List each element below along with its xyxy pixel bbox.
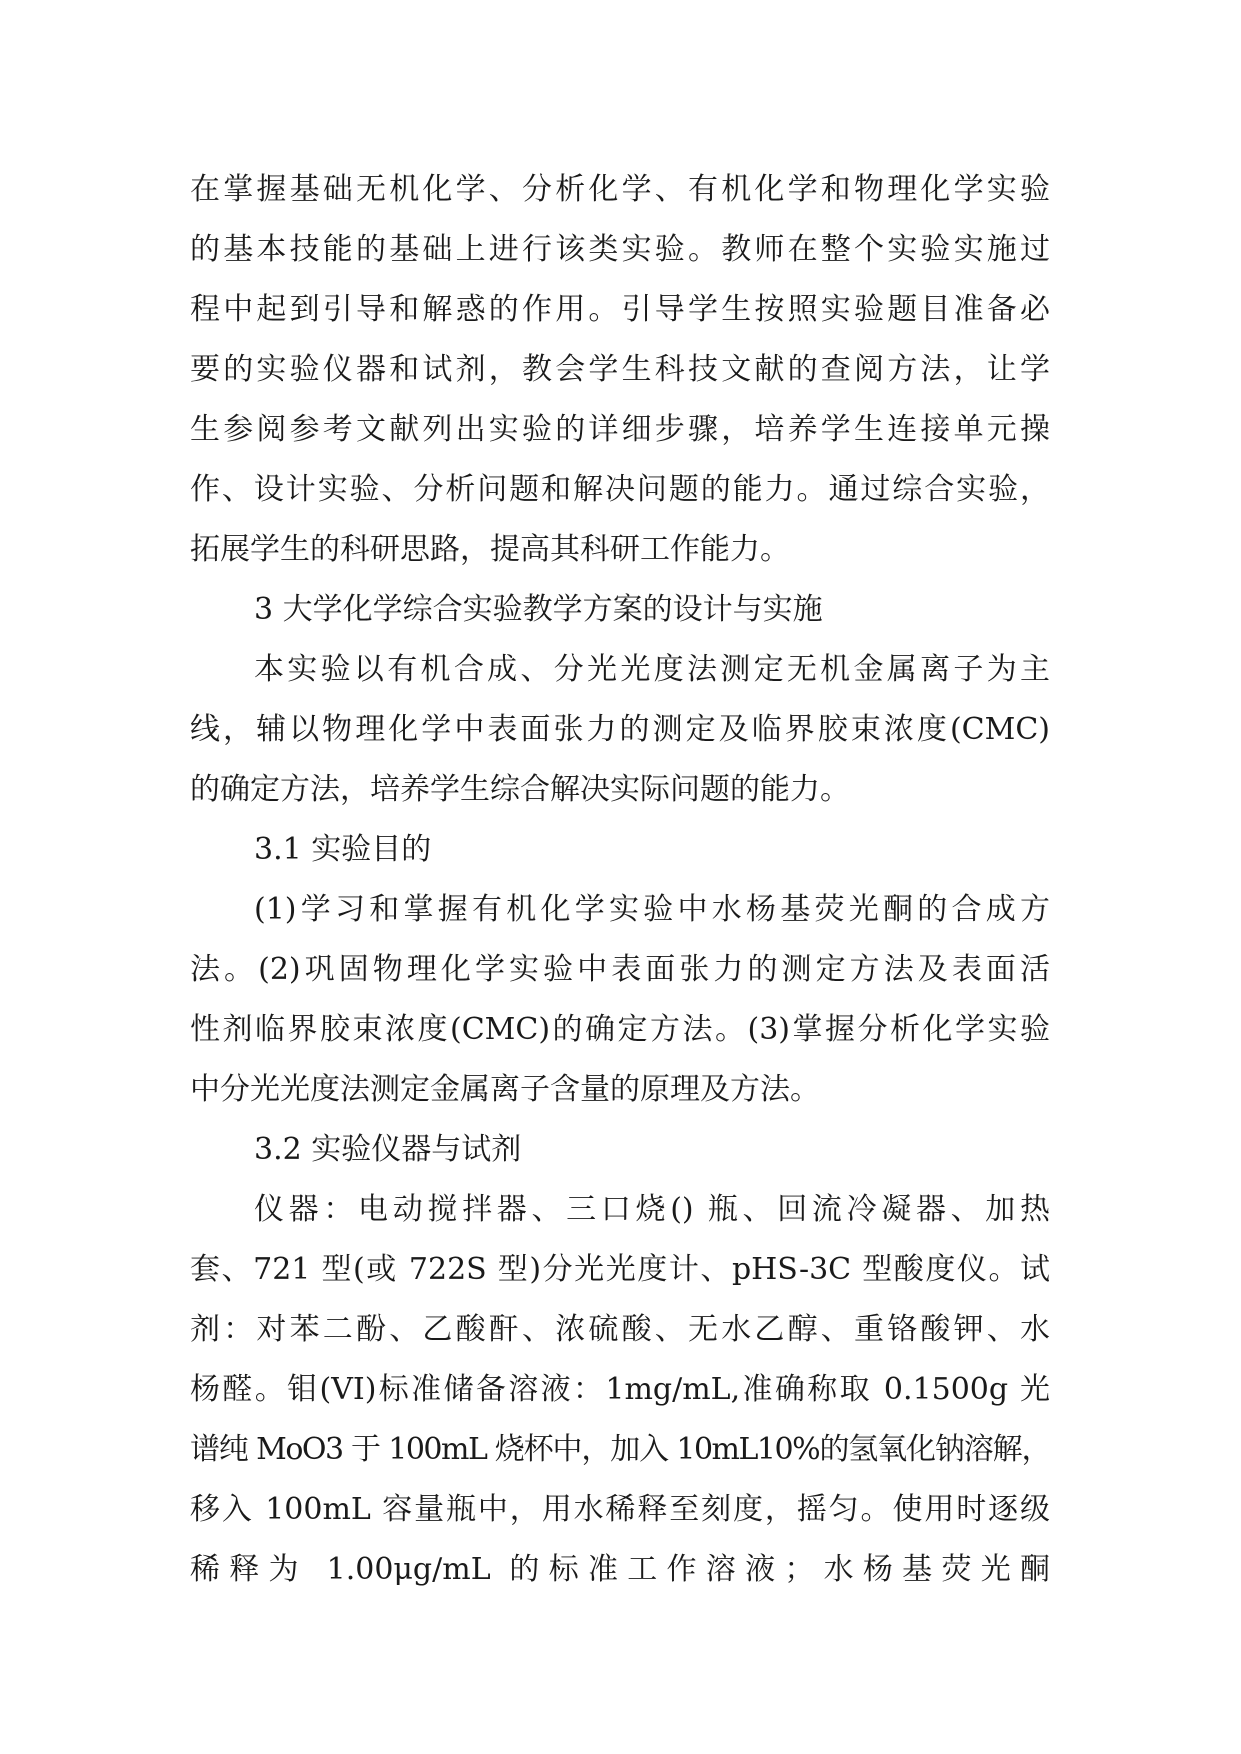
text-line: 的基本技能的基础上进行该类实验。教师在整个实验实施过: [190, 232, 1050, 267]
text-line: (1)学习和掌握有机化学实验中水杨基荧光酮的合成方: [254, 892, 1050, 927]
text-line: 法。(2)巩固物理化学实验中表面张力的测定方法及表面活: [190, 952, 1050, 987]
text-line: 3 大学化学综合实验教学方案的设计与实施: [254, 592, 823, 627]
text-line: 移入 100mL 容量瓶中，用水稀释至刻度，摇匀。使用时逐级: [190, 1492, 1050, 1527]
text-line: 仪器：电动搅拌器、三口烧() 瓶、回流冷凝器、加热: [254, 1192, 1050, 1227]
text-line: 的确定方法，培养学生综合解决实际问题的能力。: [190, 772, 850, 807]
text-line: 杨醛。钼(VI)标准储备溶液：1mg/mL,准确称取 0.1500g 光: [190, 1372, 1050, 1407]
text-line: 中分光光度法测定金属离子含量的原理及方法。: [190, 1072, 820, 1107]
text-line: 程中起到引导和解惑的作用。引导学生按照实验题目准备必: [190, 292, 1050, 327]
text-line: 谱纯 MoO3 于 100mL 烧杯中，加入 10mL10%的氢氧化钠溶解，: [190, 1432, 1050, 1467]
text-line: 作、设计实验、分析问题和解决问题的能力。通过综合实验，: [190, 472, 1050, 507]
text-line: 拓展学生的科研思路，提高其科研工作能力。: [190, 532, 790, 567]
text-line: 稀释为 1.00μg/mL 的标准工作溶液；水杨基荧光酮: [190, 1552, 1050, 1587]
text-line: 套、721 型(或 722S 型)分光光度计、pHS-3C 型酸度仪。试: [190, 1252, 1050, 1287]
body-text: [190, 160, 1050, 1600]
text-line: 性剂临界胶束浓度(CMC)的确定方法。(3)掌握分析化学实验: [190, 1012, 1050, 1047]
text-line: 3.2 实验仪器与试剂: [254, 1132, 522, 1167]
text-line: 剂：对苯二酚、乙酸酐、浓硫酸、无水乙醇、重铬酸钾、水: [190, 1312, 1050, 1347]
text-line: 在掌握基础无机化学、分析化学、有机化学和物理化学实验: [190, 172, 1050, 207]
text-line: 线，辅以物理化学中表面张力的测定及临界胶束浓度(CMC): [190, 712, 1050, 747]
text-line: 3.1 实验目的: [254, 832, 432, 867]
text-line: 要的实验仪器和试剂，教会学生科技文献的查阅方法，让学: [190, 352, 1050, 387]
text-line: 生参阅参考文献列出实验的详细步骤，培养学生连接单元操: [190, 412, 1050, 447]
text-line: 本实验以有机合成、分光光度法测定无机金属离子为主: [254, 652, 1050, 687]
